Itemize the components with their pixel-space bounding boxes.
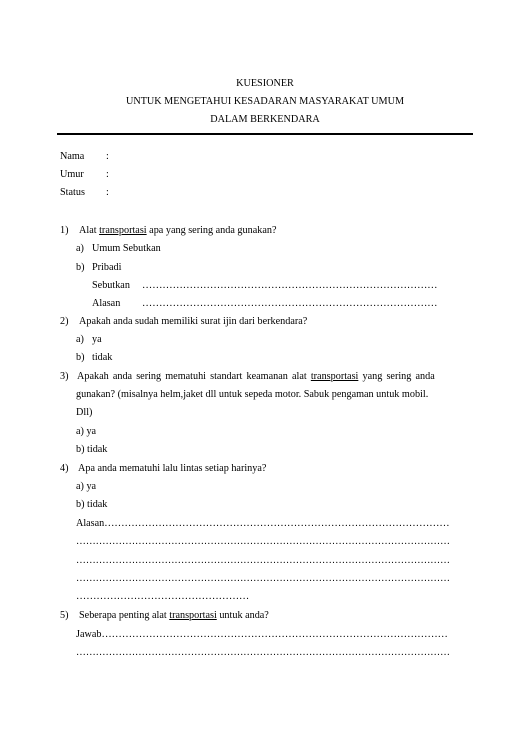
nama-label: Nama [60,151,85,162]
q4-option-a: a) ya [76,481,97,492]
title-subtitle-2: DALAM BERKENDARA [210,114,320,125]
q5-answer-dots-1: …………………………………………………………………………………………………… [76,647,450,658]
q4-answer-dots-2: …………………………………………………………………………………………………… [76,555,450,566]
umur-colon: : [106,169,109,180]
q2-option-b-label: b) [76,352,85,363]
status-colon: : [106,187,109,198]
q2-option-b: tidak [92,352,113,363]
header-divider [57,133,473,135]
q3-question-line-3: Dll) [76,407,93,418]
title-subtitle: UNTUK MENGETAHUI KESADARAN MASYARAKAT UMUM [125,96,405,107]
q4-number: 4) [60,463,69,474]
nama-colon: : [106,151,109,162]
q4-alasan-line: Alasan………………………………………………………………………………………… [76,518,450,529]
q1-option-a-label: a) [76,243,84,254]
q3-option-a: a) ya [76,426,97,437]
q3-number: 3) [60,371,69,382]
q5-question: Seberapa penting alat transportasi untuk anda? [79,610,269,621]
q4-question: Apa anda mematuhi lalu lintas setiap harinya? [78,463,267,474]
q1-alasan-dots: …………………………………………………………………………… [142,298,438,309]
q1-option-a: Umum Sebutkan [92,243,161,254]
q1-sebutkan-label: Sebutkan [92,280,130,291]
q1-sebutkan-dots: …………………………………………………………………………… [142,280,438,291]
q2-option-a: ya [92,334,102,345]
q1-option-b: Pribadi [92,262,122,273]
q2-option-a-label: a) [76,334,84,345]
q3-question-line-1: Apakah anda sering mematuhi standart keamanan alat transportasi yang sering anda [77,371,435,382]
q5-number: 5) [60,610,69,621]
q1-number: 1) [60,225,69,236]
q4-answer-dots-1: …………………………………………………………………………………………………… [76,536,450,547]
umur-label: Umur [60,169,84,180]
q3-question-line-2: gunakan? (misalnya helm,jaket dll untuk sepeda motor. Sabuk pengaman untuk mobil. [76,389,429,400]
q3-option-b: b) tidak [76,444,108,455]
status-label: Status [60,187,85,198]
q1-question: Alat transportasi apa yang sering anda gunakan? [79,225,277,236]
q2-number: 2) [60,316,69,327]
title-kuesioner: KUESIONER [236,78,294,89]
q4-answer-dots-3: …………………………………………………………………………………………………… [76,573,450,584]
q5-jawab-line: Jawab………………………………………………………………………………………… [76,629,448,640]
q4-answer-dots-4: …………………………………………… [76,591,250,602]
q4-option-b: b) tidak [76,499,108,510]
q1-alasan-label: Alasan [92,298,121,309]
q1-option-b-label: b) [76,262,85,273]
q2-question: Apakah anda sudah memiliki surat ijin dari berkendara? [79,316,308,327]
